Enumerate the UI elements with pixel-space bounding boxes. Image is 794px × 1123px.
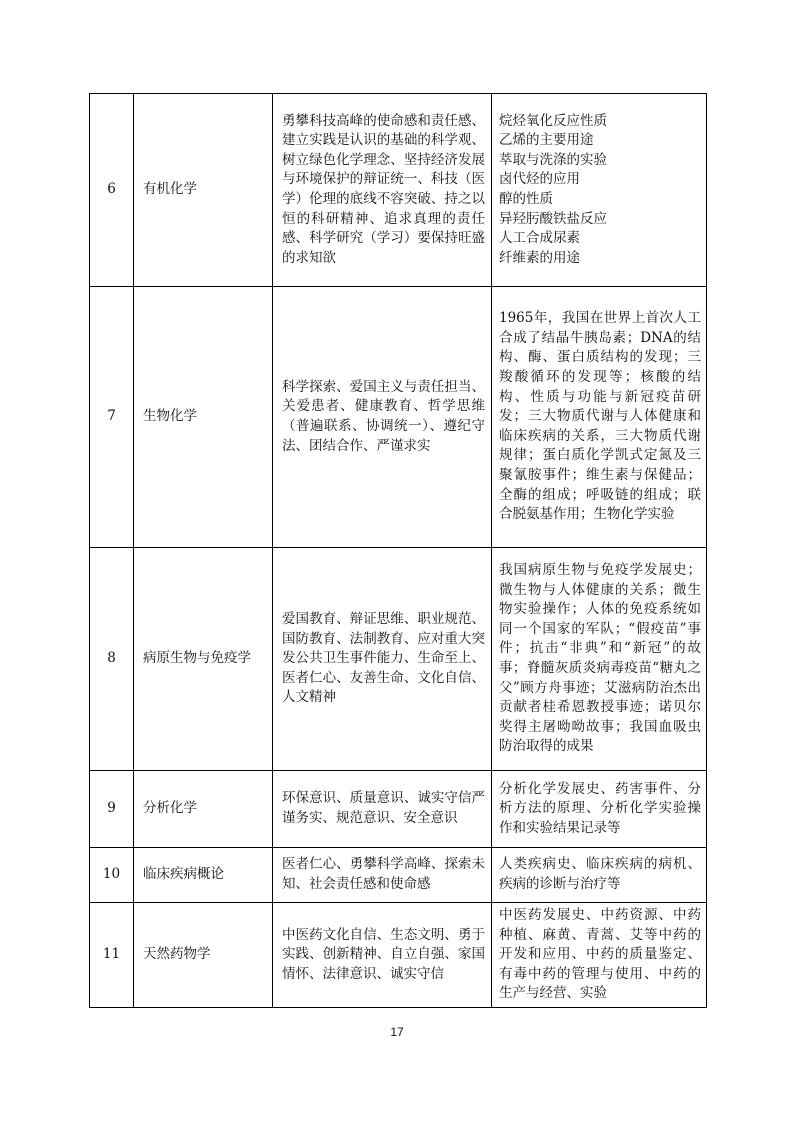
course-content xyxy=(492,94,707,287)
table-row xyxy=(90,94,707,287)
page-number: 17 xyxy=(390,1025,404,1039)
ideological-elements: 中医药文化自信、生态文明、勇于实践、创新精神、自立自强、家国情怀、法律意识、诚实守信 xyxy=(273,903,492,1008)
table-row xyxy=(90,848,707,903)
row-number: 11 xyxy=(90,903,134,1008)
ideological-elements: 爱国教育、辩证思维、职业规范、国防教育、法制教育、应对重大突发公共卫生事件能力、生命至上、医者仁心、友善生命、文化自信、人文精神 xyxy=(273,548,492,771)
course-content: 1965年，我国在世界上首次人工合成了结晶牛胰岛素；DNA的结构、酶、蛋白质结构的发现；三羧酸循环的发现等；核酸的结构、性质与功能与新冠疫苗研发；三大物质代谢与人体健康和临床疾病的关系，三大物质代谢规律；蛋白质化学凯式定氮及三聚氰胺事件；维生素与保健品；全酶的组成；呼吸链的组成；联合脱氨基作用；生物化学实验 xyxy=(492,287,707,548)
course-name: 分析化学 xyxy=(134,771,273,848)
course-table-container xyxy=(89,93,706,1008)
course-content: 分析化学发展史、药害事件、分析方法的原理、分析化学实验操作和实验结果记录等 xyxy=(492,771,707,848)
course-name: 天然药物学 xyxy=(134,903,273,1008)
course-content: 人类疾病史、临床疾病的病机、疾病的诊断与治疗等 xyxy=(492,848,707,903)
course-name: 有机化学 xyxy=(134,94,273,287)
table-row xyxy=(90,287,707,548)
ideological-elements: 勇攀科技高峰的使命感和责任感、建立实践是认识的基础的科学观、树立绿色化学理念、坚持经济发展与环境保护的辩证统一、科技（医学）伦理的底线不容突破、持之以恒的科研精神、追求真理的责任感、科学研究（学习）要保持旺盛的求知欲 xyxy=(273,94,492,287)
row-number: 6 xyxy=(90,94,134,287)
row-number: 9 xyxy=(90,771,134,848)
table-row xyxy=(90,548,707,771)
ideological-elements: 医者仁心、勇攀科学高峰、探索未知、社会责任感和使命感 xyxy=(273,848,492,903)
row-number: 7 xyxy=(90,287,134,548)
course-name: 临床疾病概论 xyxy=(134,848,273,903)
course-name: 生物化学 xyxy=(134,287,273,548)
row-number: 8 xyxy=(90,548,134,771)
content-line: 纤维素的用途 xyxy=(499,249,580,266)
course-content: 中医药发展史、中药资源、中药种植、麻黄、青蒿、艾等中药的开发和应用、中药的质量鉴定、有毒中药的管理与使用、中药的生产与经营、实验 xyxy=(492,903,707,1008)
content-line: 人工合成尿素 xyxy=(499,230,580,247)
course-table xyxy=(89,93,707,1008)
content-line: 萃取与洗涤的实验 xyxy=(499,151,607,168)
course-name: 病原生物与免疫学 xyxy=(134,548,273,771)
table-row xyxy=(90,903,707,1008)
ideological-elements: 环保意识、质量意识、诚实守信严谨务实、规范意识、安全意识 xyxy=(273,771,492,848)
content-line: 烷烃氧化反应性质 xyxy=(499,112,607,129)
content-line: 乙烯的主要用途 xyxy=(499,132,594,149)
content-line: 醇的性质 xyxy=(499,191,553,207)
content-line: 异羟肟酸铁盐反应 xyxy=(499,210,607,227)
ideological-elements: 科学探索、爱国主义与责任担当、关爱患者、健康教育、哲学思维（普遍联系、协调统一）、遵纪守法、团结合作、严谨求实 xyxy=(273,287,492,548)
row-number: 10 xyxy=(90,848,134,903)
content-line: 卤代烃的应用 xyxy=(499,171,580,188)
course-content: 我国病原生物与免疫学发展史；微生物与人体健康的关系；微生物实验操作；人体的免疫系统如同一个国家的军队；“假疫苗”事件；抗击“非典”和“新冠”的故事；脊髓灰质炎病毒疫苗“糖丸之父”顾方舟事迹；艾滋病防治杰出贡献者桂希恩教授事迹；诺贝尔奖得主屠呦呦故事；我国血吸虫防治取得的成果 xyxy=(492,548,707,771)
table-row xyxy=(90,771,707,848)
